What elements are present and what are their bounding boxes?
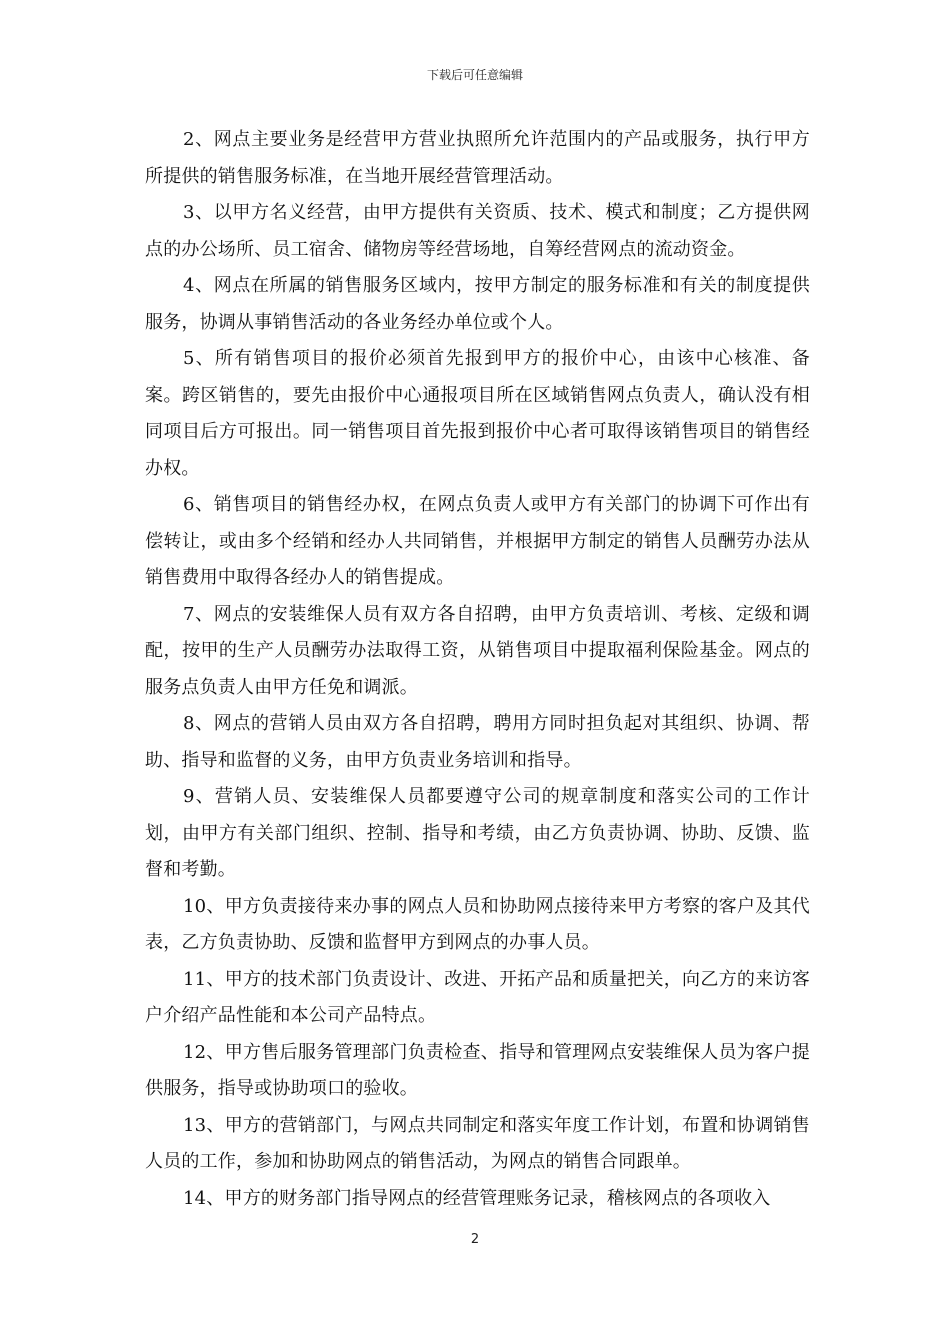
page-header: 下载后可任意编辑 <box>426 68 523 82</box>
paragraph-5: 5、所有销售项目的报价必须首先报到甲方的报价中心，由该中心核准、备案。跨区销售的，要先由报价中心通报项目所在区域销售网点负责人，确认没有相同项目后方可报出。同一销售项目首先报到报价中心者可取得该销售项目的销售经办权。 <box>145 348 810 479</box>
paragraph-8: 8、网点的营销人员由双方各自招聘，聘用方同时担负起对其组织、协调、帮助、指导和监督的义务，由甲方负责业务培训和指导。 <box>145 713 810 771</box>
document-body <box>145 122 810 1217</box>
paragraph-6: 6、销售项目的销售经办权，在网点负责人或甲方有关部门的协调下可作出有偿转让，或由多个经销和经办人共同销售，并根据甲方制定的销售人员酬劳办法从销售费用中取得各经办人的销售提成。 <box>145 494 810 588</box>
paragraph-4: 4、网点在所属的销售服务区域内，按甲方制定的服务标准和有关的制度提供服务，协调从事销售活动的各业务经办单位或个人。 <box>145 275 810 333</box>
paragraph-11: 11、甲方的技术部门负责设计、改进、开拓产品和质量把关，向乙方的来访客户介绍产品性能和本公司产品特点。 <box>145 968 810 1026</box>
page-number: 2 <box>470 1232 480 1247</box>
paragraph-10: 10、甲方负责接待来办事的网点人员和协助网点接待来甲方考察的客户及其代表，乙方负责协助、反馈和监督甲方到网点的办事人员。 <box>145 895 810 953</box>
paragraph-12: 12、甲方售后服务管理部门负责检查、指导和管理网点安装维保人员为客户提供服务，指导或协助项口的验收。 <box>145 1041 810 1099</box>
paragraph-7: 7、网点的安装维保人员有双方各自招聘，由甲方负责培训、考核、定级和调配，按甲的生产人员酬劳办法取得工资，从销售项目中提取福利保险基金。网点的服务点负责人由甲方任免和调派。 <box>145 603 810 698</box>
paragraph-3: 3、以甲方名义经营，由甲方提供有关资质、技术、模式和制度；乙方提供网点的办公场所、员工宿舍、储物房等经营场地，自筹经营网点的流动资金。 <box>145 202 810 260</box>
paragraph-2: 2、网点主要业务是经营甲方营业执照所允许范围内的产品或服务，执行甲方所提供的销售服务标准，在当地开展经营管理活动。 <box>145 129 810 187</box>
paragraph-14: 14、甲方的财务部门指导网点的经营管理账务记录，稽核网点的各项收入 <box>183 1187 771 1209</box>
paragraph-9: 9、营销人员、安装维保人员都要遵守公司的规章制度和落实公司的工作计划，由甲方有关部门组织、控制、指导和考绩，由乙方负责协调、协助、反馈、监督和考勤。 <box>145 786 810 880</box>
paragraph-13: 13、甲方的营销部门，与网点共同制定和落实年度工作计划，布置和协调销售人员的工作，参加和协助网点的销售活动，为网点的销售合同跟单。 <box>145 1114 810 1172</box>
